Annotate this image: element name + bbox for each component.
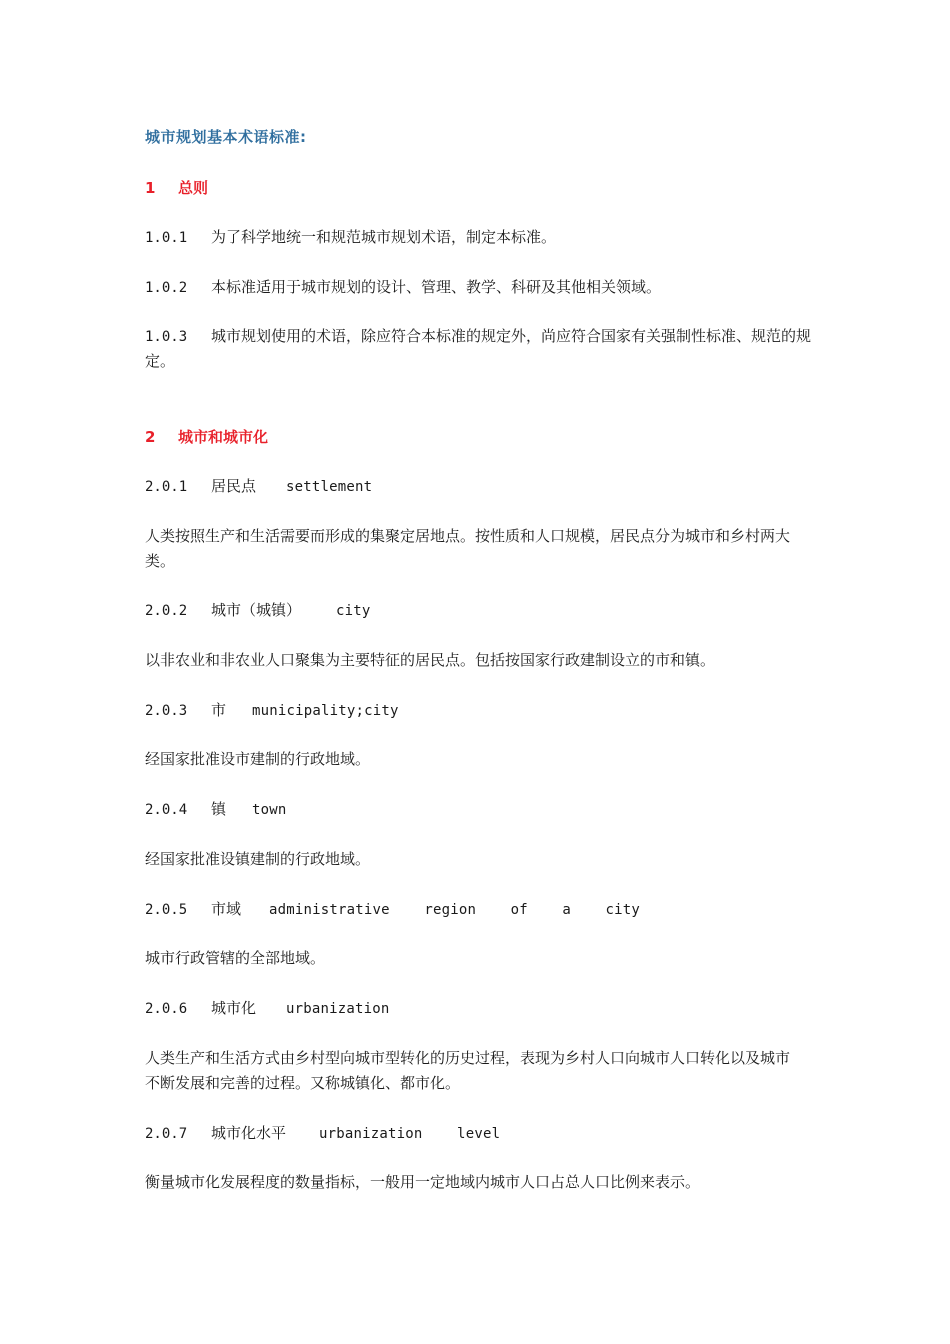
term-chinese: 居民点 <box>211 477 257 495</box>
clause-text: 本标准适用于城市规划的设计、管理、教学、科研及其他相关领域。 <box>211 278 662 296</box>
section-title: 城市和城市化 <box>178 428 269 446</box>
clause-1-0-1 <box>145 225 556 251</box>
clause-1-0-3-continued: 定。 <box>145 352 176 370</box>
definition-2-0-3: 经国家批准设市建制的行政地域。 <box>145 750 371 768</box>
definition-2-0-1-continued: 类。 <box>145 552 176 570</box>
term-number: 2.0.3 <box>145 703 188 719</box>
definition-2-0-7: 衡量城市化发展程度的数量指标，一般用一定地域内城市人口占总人口比例来表示。 <box>145 1173 701 1191</box>
term-2-0-3 <box>145 698 399 724</box>
section-number: 2 <box>145 428 156 446</box>
clause-text: 城市规划使用的术语，除应符合本标准的规定外，尚应符合国家有关强制性标准、规范的规 <box>211 327 812 345</box>
clause-1-0-2 <box>145 275 661 301</box>
term-number: 2.0.1 <box>145 479 188 495</box>
definition-2-0-6: 人类生产和生活方式由乡村型向城市型转化的历史过程，表现为乡村人口向城市人口转化以及城市 <box>145 1049 791 1067</box>
term-english: town <box>252 802 287 818</box>
section-heading-2 <box>145 426 268 447</box>
definition-2-0-5: 城市行政管辖的全部地域。 <box>145 949 326 967</box>
definition-2-0-2: 以非农业和非农业人口聚集为主要特征的居民点。包括按国家行政建制设立的市和镇。 <box>145 651 716 669</box>
definition-2-0-6-continued: 不断发展和完善的过程。又称城镇化、都市化。 <box>145 1074 461 1092</box>
section-title: 总则 <box>178 179 209 197</box>
definition-2-0-4: 经国家批准设镇建制的行政地域。 <box>145 850 371 868</box>
term-chinese: 镇 <box>211 800 227 818</box>
clause-text: 为了科学地统一和规范城市规划术语，制定本标准。 <box>211 228 557 246</box>
term-chinese: 城市化水平 <box>211 1124 287 1142</box>
term-number: 2.0.5 <box>145 902 188 918</box>
term-2-0-5 <box>145 897 640 923</box>
term-english: settlement <box>286 479 373 495</box>
term-english: urbanization <box>286 1001 390 1017</box>
clause-1-0-3 <box>145 324 811 350</box>
term-chinese: 市 <box>211 701 227 719</box>
term-2-0-6 <box>145 996 390 1022</box>
section-number: 1 <box>145 179 156 197</box>
term-2-0-1 <box>145 474 372 500</box>
clause-number: 1.0.3 <box>145 329 188 345</box>
document-page <box>145 0 870 1344</box>
term-chinese: 城市（城镇） <box>211 601 302 619</box>
term-english: city <box>336 603 371 619</box>
definition-2-0-1: 人类按照生产和生活需要而形成的集聚定居地点。按性质和人口规模，居民点分为城市和乡村两大 <box>145 527 791 545</box>
clause-number: 1.0.1 <box>145 230 188 246</box>
document-title: 城市规划基本术语标准: <box>145 128 307 146</box>
term-english: urbanization level <box>319 1126 501 1142</box>
term-number: 2.0.4 <box>145 802 188 818</box>
clause-number: 1.0.2 <box>145 280 188 296</box>
term-number: 2.0.7 <box>145 1126 188 1142</box>
term-2-0-7 <box>145 1121 500 1147</box>
term-english: municipality;city <box>252 703 399 719</box>
term-number: 2.0.6 <box>145 1001 188 1017</box>
term-chinese: 市域 <box>211 900 242 918</box>
term-chinese: 城市化 <box>211 999 257 1017</box>
section-heading-1 <box>145 177 208 198</box>
term-2-0-4 <box>145 797 287 823</box>
term-2-0-2 <box>145 598 371 624</box>
term-number: 2.0.2 <box>145 603 188 619</box>
term-english: administrative region of a city <box>269 902 641 918</box>
